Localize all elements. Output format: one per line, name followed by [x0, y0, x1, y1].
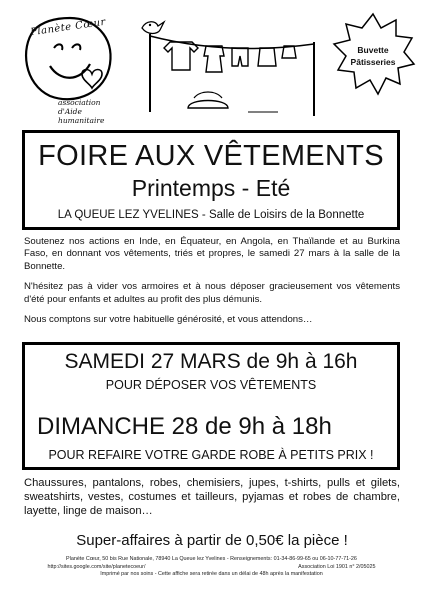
saturday-note: POUR DÉPOSER VOS VÊTEMENTS: [105, 378, 317, 392]
buvette-badge: [330, 12, 416, 98]
sunday-date: DIMANCHE 28: [37, 413, 199, 440]
sunday-schedule: [37, 413, 332, 441]
footer-address: Planète Cœur, 50 bis Rue Nationale, 78940 La Queue lez Yvelines - Renseignements: 01-34-86-99-65 ou 06-10-77-71-26: [66, 556, 357, 562]
items-text: Chaussures, pantalons, robes, chemisiers, jupes, t-shirts, pulls et gilets, sweatshirts, vestes, costumes et tailleurs, pyjamas et robes de chambre, layette, linge de maison…: [24, 477, 400, 517]
buvette-line2: Pâtisseries: [350, 57, 396, 67]
price-offer: Super-affaires à partir de 0,50€ la pièce !: [76, 532, 348, 549]
intro-text: [24, 236, 400, 334]
event-location: LA QUEUE LEZ YVELINES - Salle de Loisirs de la Bonnette: [57, 209, 365, 221]
saturday-schedule: [25, 349, 397, 375]
event-title: FOIRE AUX VÊTEMENTS: [38, 140, 384, 172]
footer: [14, 556, 409, 579]
sunday-note: POUR REFAIRE VOTRE GARDE ROBE À PETITS PRIX !: [48, 448, 374, 462]
footer-website-link[interactable]: http://sites.google.com/site/planetecoeur/: [47, 563, 146, 570]
season-title: Printemps - Eté: [131, 175, 291, 201]
buvette-text: [330, 44, 416, 68]
footer-web-row: [14, 564, 409, 572]
clothesline-illustration: [128, 12, 328, 118]
intro-paragraph-3: Nous comptons sur votre habituelle générosité, et vous attendons…: [24, 314, 313, 326]
buvette-line1: Buvette: [357, 45, 389, 55]
sunday-hours: de 9h à 18h: [198, 413, 332, 440]
footer-print-note: Imprimé par nos soins - Cette affiche sera retirée dans un délai de 48h après la manifestation: [100, 571, 323, 577]
dates-box: [22, 342, 400, 470]
planete-coeur-logo: [14, 8, 126, 126]
intro-paragraph-1: Soutenez nos actions en Inde, en Équateur, en Angola, en Thaïlande et au Burkina Faso, en donnant vos vêtements, triés et propres, le samedi 27 mars à la salle de la Bonnette.: [24, 236, 400, 272]
logo-name-text: Planète Cœur: [29, 16, 107, 39]
intro-paragraph-2: N'hésitez pas à vider vos armoires et à nous déposer gracieusement vos vêtements d'été pour enfants et adultes au profit des plus démunis.: [24, 281, 400, 305]
saturday-hours: de 9h à 16h: [240, 350, 358, 373]
footer-association-number: Association Loi 1901 n° 2/05025: [298, 563, 376, 570]
saturday-date: SAMEDI 27 MARS: [64, 350, 241, 373]
logo-association-text: association d'Aide humanitaire: [58, 98, 105, 125]
title-box: [22, 130, 400, 230]
items-list: [24, 476, 400, 518]
